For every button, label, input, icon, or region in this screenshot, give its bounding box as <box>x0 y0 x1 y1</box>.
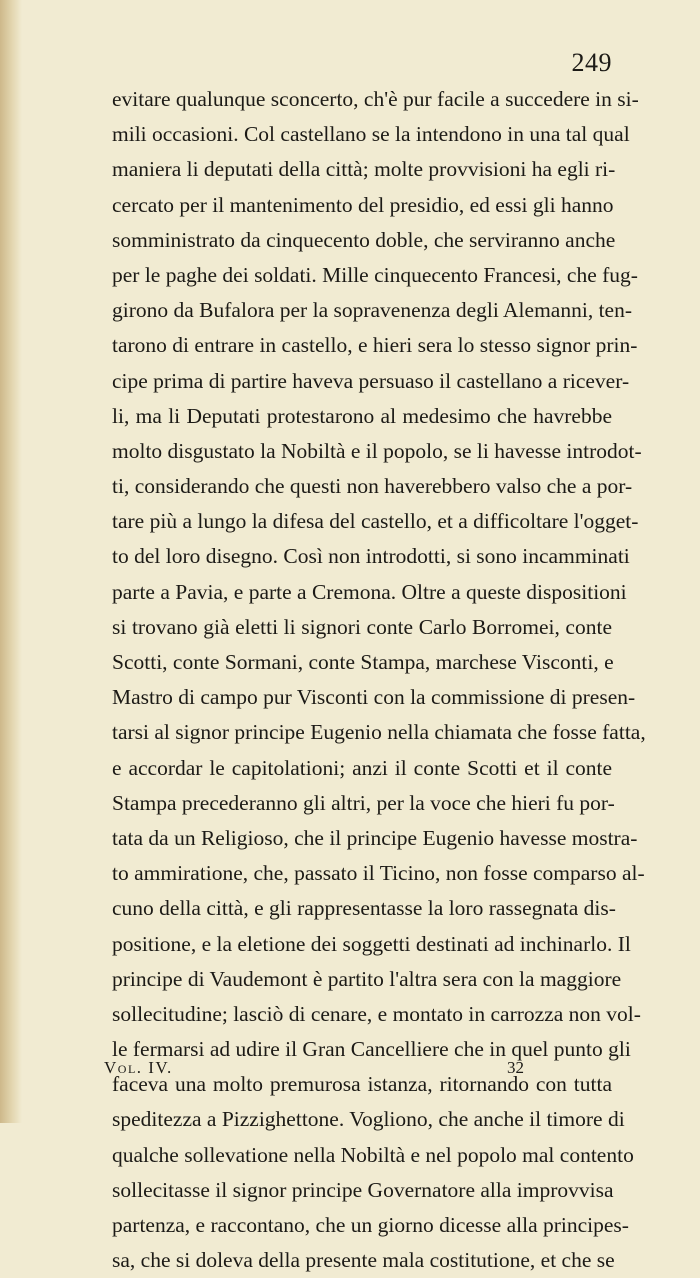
text-line: evitare qualunque sconcerto, ch'è pur facile a succedere in si- <box>112 87 639 111</box>
text-line: parte a Pavia, e parte a Cremona. Oltre a queste dispositioni <box>112 579 627 604</box>
text-line: girono da Bufalora per la sopravenenza degli Alemanni, ten- <box>112 298 632 323</box>
text-line: principe di Vaudemont è partito l'altra sera con la maggiore <box>112 966 622 991</box>
volume-label: Vol. IV. <box>104 1058 173 1077</box>
page-number: 249 <box>571 48 612 77</box>
text-line: mili occasioni. Col castellano se la intendono in una tal qual <box>112 122 630 147</box>
text-line: tarsi al signor principe Eugenio nella chiamata che fosse fatta, <box>112 720 646 745</box>
text-line: sollecitudine; lasciò di cenare, e montato in carrozza non vol- <box>112 1001 641 1026</box>
text-line: Stampa precederanno gli altri, per la voce che hieri fu por- <box>112 790 615 815</box>
body-text <box>112 82 646 1278</box>
text-line: li, ma li Deputati protestarono al medesimo che havrebbe <box>112 403 612 428</box>
text-line: tata da un Religioso, che il principe Eugenio havesse mostra- <box>112 825 638 850</box>
text-line: sollecitasse il signor principe Governatore alla improvvisa <box>112 1177 614 1202</box>
text-line: e accordar le capitolationi; anzi il conte Scotti et il conte <box>112 755 612 780</box>
text-line: to del loro disegno. Così non introdotti, si sono incamminati <box>112 544 630 569</box>
text-line: maniera li deputati della città; molte provvisioni ha egli ri- <box>112 157 616 182</box>
text-line: qualche sollevatione nella Nobiltà e nel popolo mal contento <box>112 1142 634 1167</box>
text-line: speditezza a Pizzighettone. Vogliono, che anche il timore di <box>112 1107 625 1132</box>
text-line: cipe prima di partire haveva persuaso il castellano a ricever- <box>112 368 630 393</box>
text-line: le fermarsi ad udire il Gran Cancelliere che in quel punto gli <box>112 1037 631 1062</box>
page-footer <box>104 1058 524 1090</box>
page-edge-shadow <box>0 0 22 1123</box>
text-line: to ammiratione, che, passato il Ticino, non fosse comparso al- <box>112 861 645 886</box>
text-line: si trovano già eletti li signori conte Carlo Borromei, conte <box>112 614 612 639</box>
text-line: faceva una molto premurosa istanza, ritornando con tutta <box>112 1072 612 1097</box>
text-line: molto disgustato la Nobiltà e il popolo, se li havesse introdot- <box>112 438 642 463</box>
text-line: somministrato da cinquecento doble, che serviranno anche <box>112 227 616 252</box>
text-line: cuno della città, e gli rappresentasse la loro rassegnata dis- <box>112 896 616 921</box>
text-line: per le paghe dei soldati. Mille cinquecento Francesi, che fug- <box>112 262 638 287</box>
text-line: sa, che si doleva della presente mala costitutione, et che se <box>112 1248 615 1273</box>
signature-mark: 32 <box>507 1058 524 1077</box>
text-line: tare più a lungo la difesa del castello, et a difficoltare l'ogget- <box>112 509 639 534</box>
text-line: Mastro di campo pur Visconti con la commissione di presen- <box>112 685 636 710</box>
text-line: Scotti, conte Sormani, conte Stampa, marchese Visconti, e <box>112 650 614 674</box>
text-line: cercato per il mantenimento del presidio, ed essi gli hanno <box>112 192 614 217</box>
text-line: ti, considerando che questi non haverebbero valso che a por- <box>112 474 633 499</box>
text-line: partenza, e raccontano, che un giorno dicesse alla principes- <box>112 1213 629 1237</box>
text-line: tarono di entrare in castello, e hieri sera lo stesso signor prin- <box>112 333 638 358</box>
text-line: positione, e la eletione dei soggetti destinati ad inchinarlo. Il <box>112 931 631 956</box>
